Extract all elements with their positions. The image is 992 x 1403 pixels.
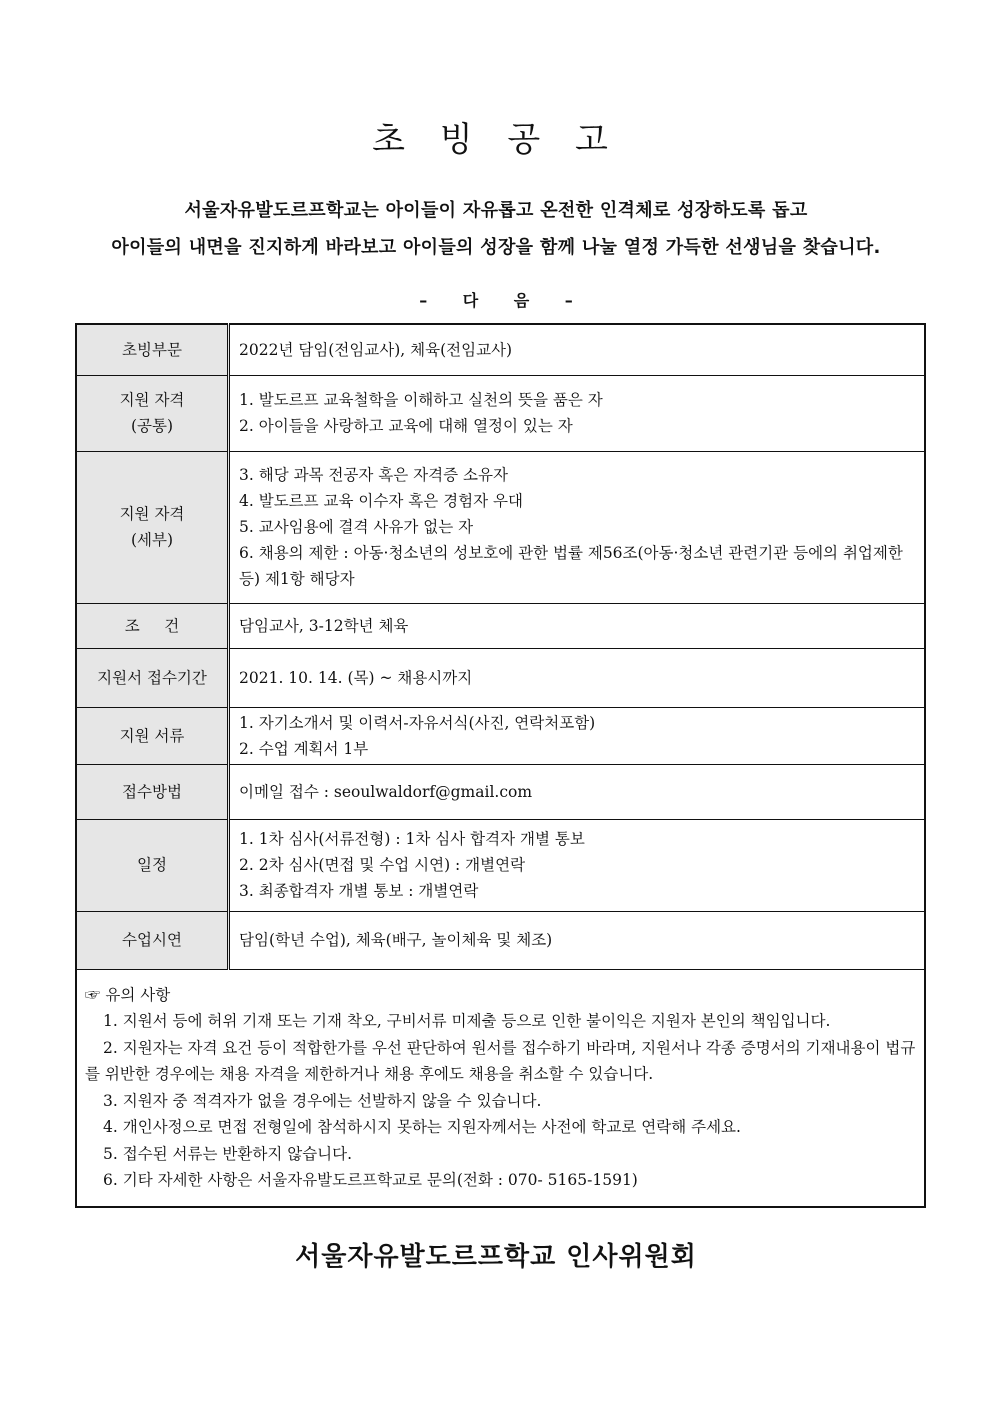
- list-item: 3. 최종합격자 개별 통보 : 개별연락: [239, 882, 479, 900]
- note-item: 5. 접수된 서류는 반환하지 않습니다.: [103, 1144, 353, 1163]
- label-period: 지원서 접수기간: [76, 648, 229, 707]
- intro-line-1: 서울자유발도르프학교는 아이들이 자유롭고 온전한 인격체로 성장하도록 돕고: [184, 200, 808, 221]
- value-method: 이메일 접수 : seoulwaldorf@gmail.com: [229, 764, 926, 819]
- notes-section: [76, 969, 925, 1207]
- row-schedule: [76, 819, 925, 911]
- label-qual-common: 지원 자격 (공통): [76, 375, 229, 451]
- note-item: 2. 지원자는 자격 요건 등이 적합한가를 우선 판단하여 원서를 접수하기 바라며, 지원서나 각종 증명서의 기재내용이 법규를 위반한 경우에는 채용 자격을 제한하거나 채용 후에도 채용을 취소할 수 있습니다.: [85, 1038, 916, 1083]
- row-condition: [76, 603, 925, 648]
- list-item: 2. 수업 계획서 1부: [239, 739, 369, 758]
- list-item: 3. 해당 과목 전공자 혹은 자격증 소유자: [239, 466, 508, 484]
- row-notes: [76, 969, 925, 1207]
- value-schedule: [229, 819, 926, 911]
- list-item: 2. 아이들을 사랑하고 교육에 대해 열정이 있는 자: [239, 417, 573, 435]
- page-title: 초 빙 공 고: [372, 120, 620, 160]
- list-item: 6. 채용의 제한 : 아동·청소년의 성보호에 관한 법률 제56조(아동·청소년 관련기관 등에의 취업제한 등) 제1항 해당자: [239, 544, 903, 588]
- value-condition: 담임교사, 3-12학년 체육: [229, 603, 926, 648]
- section-heading: – 다 음 –: [419, 291, 573, 310]
- intro-line-2: 아이들의 내면을 진지하게 바라보고 아이들의 성장을 함께 나눌 열정 가득한 선생님을 찾습니다.: [111, 237, 881, 258]
- value-qual-common: [229, 375, 926, 451]
- label-condition: 조 건: [76, 603, 229, 648]
- label-demo: 수업시연: [76, 911, 229, 969]
- recruitment-table: [75, 323, 926, 1208]
- value-qual-detail: [229, 451, 926, 603]
- row-qual-common: [76, 375, 925, 451]
- note-item: 3. 지원자 중 적격자가 없을 경우에는 선발하지 않을 수 있습니다.: [103, 1091, 542, 1110]
- row-period: [76, 648, 925, 707]
- note-item: 4. 개인사정으로 면접 전형일에 참석하시지 못하는 지원자께서는 사전에 학교로 연락해 주세요.: [103, 1118, 741, 1136]
- value-documents: [229, 707, 926, 764]
- list-item: 5. 교사임용에 결격 사유가 없는 자: [239, 518, 474, 536]
- label-qual-detail: 지원 자격 (세부): [76, 451, 229, 603]
- row-department: [76, 324, 925, 375]
- row-documents: [76, 707, 925, 764]
- label-documents: 지원 서류: [76, 707, 229, 764]
- label-method: 접수방법: [76, 764, 229, 819]
- list-item: 2. 2차 심사(면접 및 수업 시연) : 개별연락: [239, 856, 526, 874]
- row-demo: [76, 911, 925, 969]
- value-period: 2021. 10. 14. (목) ~ 채용시까지: [229, 648, 926, 707]
- notes-heading: ☞ 유의 사항: [85, 985, 171, 1004]
- footer-organization: 서울자유발도르프학교 인사위원회: [295, 1242, 697, 1272]
- list-item: 1. 발도르프 교육철학을 이해하고 실천의 뜻을 품은 자: [239, 391, 603, 409]
- note-item: 1. 지원서 등에 허위 기재 또는 기재 착오, 구비서류 미제출 등으로 인한 불이익은 지원자 본인의 책임입니다.: [103, 1012, 831, 1030]
- row-method: [76, 764, 925, 819]
- list-item: 1. 1차 심사(서류전형) : 1차 심사 합격자 개별 통보: [239, 830, 585, 848]
- note-item: 6. 기타 자세한 사항은 서울자유발도르프학교로 문의(전화 : 070- 5165-1591): [103, 1171, 638, 1189]
- list-item: 4. 발도르프 교육 이수자 혹은 경험자 우대: [239, 492, 523, 510]
- label-department: 초빙부문: [76, 324, 229, 375]
- list-item: 1. 자기소개서 및 이력서-자유서식(사진, 연락처포함): [239, 713, 596, 732]
- value-department: 2022년 담임(전임교사), 체육(전임교사): [229, 324, 926, 375]
- label-schedule: 일정: [76, 819, 229, 911]
- value-demo: 담임(학년 수업), 체육(배구, 놀이체육 및 체조): [229, 911, 926, 969]
- row-qual-detail: [76, 451, 925, 603]
